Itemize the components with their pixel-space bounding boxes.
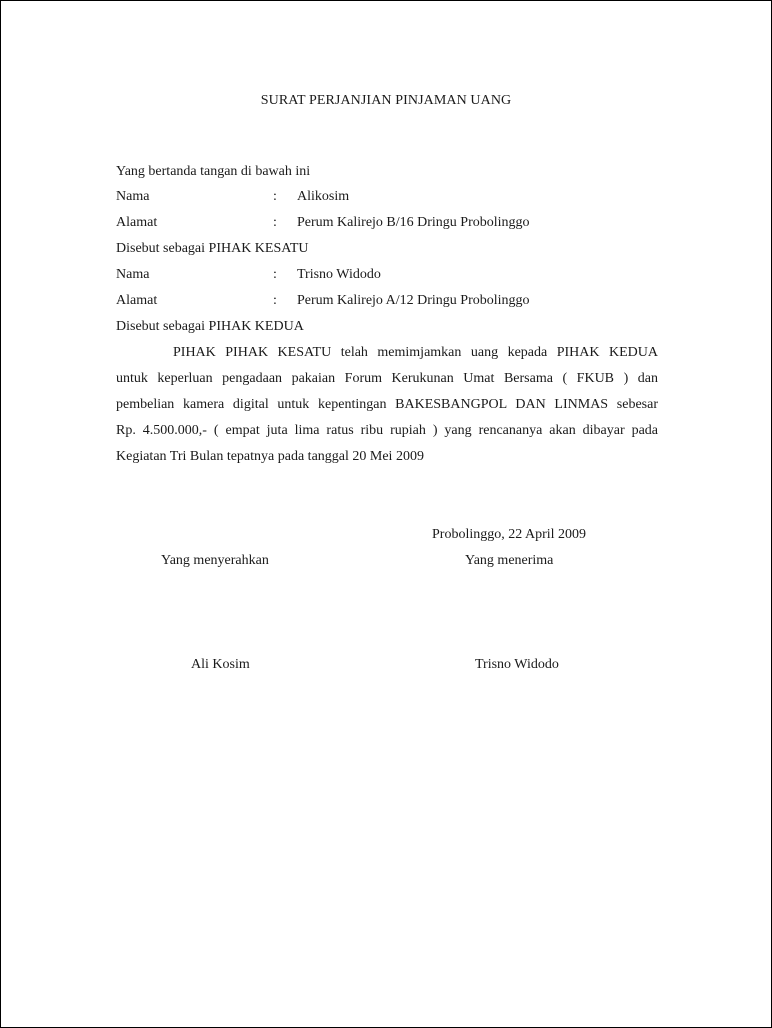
place-date: Probolinggo, 22 April 2009	[432, 527, 587, 542]
signer-left-role: Yang menyerahkan	[161, 553, 269, 568]
party2-address-label: Alamat	[116, 293, 158, 308]
signer-right-role: Yang menerima	[465, 553, 554, 568]
party1-designation: Disebut sebagai PIHAK KESATU	[116, 241, 309, 256]
party1-address-value: Perum Kalirejo B/16 Dringu Probolinggo	[297, 215, 530, 230]
party1-address-label: Alamat	[116, 215, 158, 230]
party1-name-colon: :	[273, 189, 277, 204]
party2-name-value: Trisno Widodo	[297, 267, 381, 282]
party1-name-value: Alikosim	[297, 189, 350, 204]
party2-address-colon: :	[273, 293, 277, 308]
paragraph-line: PIHAK PIHAK KESATU telah memimjamkan uang kepada PIHAK KEDUA	[173, 345, 658, 360]
signer-right-name: Trisno Widodo	[475, 657, 559, 672]
party2-designation: Disebut sebagai PIHAK KEDUA	[116, 319, 304, 334]
party1-address-colon: :	[273, 215, 277, 230]
signer-left-name: Ali Kosim	[191, 657, 250, 672]
party2-name-label: Nama	[116, 267, 150, 282]
party1-name-label: Nama	[116, 189, 150, 204]
intro-text: Yang bertanda tangan di bawah ini	[116, 164, 311, 179]
document-title: SURAT PERJANJIAN PINJAMAN UANG	[260, 93, 512, 108]
paragraph-line: Kegiatan Tri Bulan tepatnya pada tanggal 20 Mei 2009	[116, 449, 424, 464]
paragraph-line: untuk keperluan pengadaan pakaian Forum Kerukunan Umat Bersama ( FKUB ) dan	[116, 371, 658, 386]
party2-name-colon: :	[273, 267, 277, 282]
paragraph-line: Rp. 4.500.000,- ( empat juta lima ratus ribu rupiah ) yang rencananya akan dibayar pada	[116, 423, 658, 438]
paragraph-line: pembelian kamera digital untuk kepentingan BAKESBANGPOL DAN LINMAS sebesar	[116, 397, 658, 412]
party2-address-value: Perum Kalirejo A/12 Dringu Probolinggo	[297, 293, 530, 308]
